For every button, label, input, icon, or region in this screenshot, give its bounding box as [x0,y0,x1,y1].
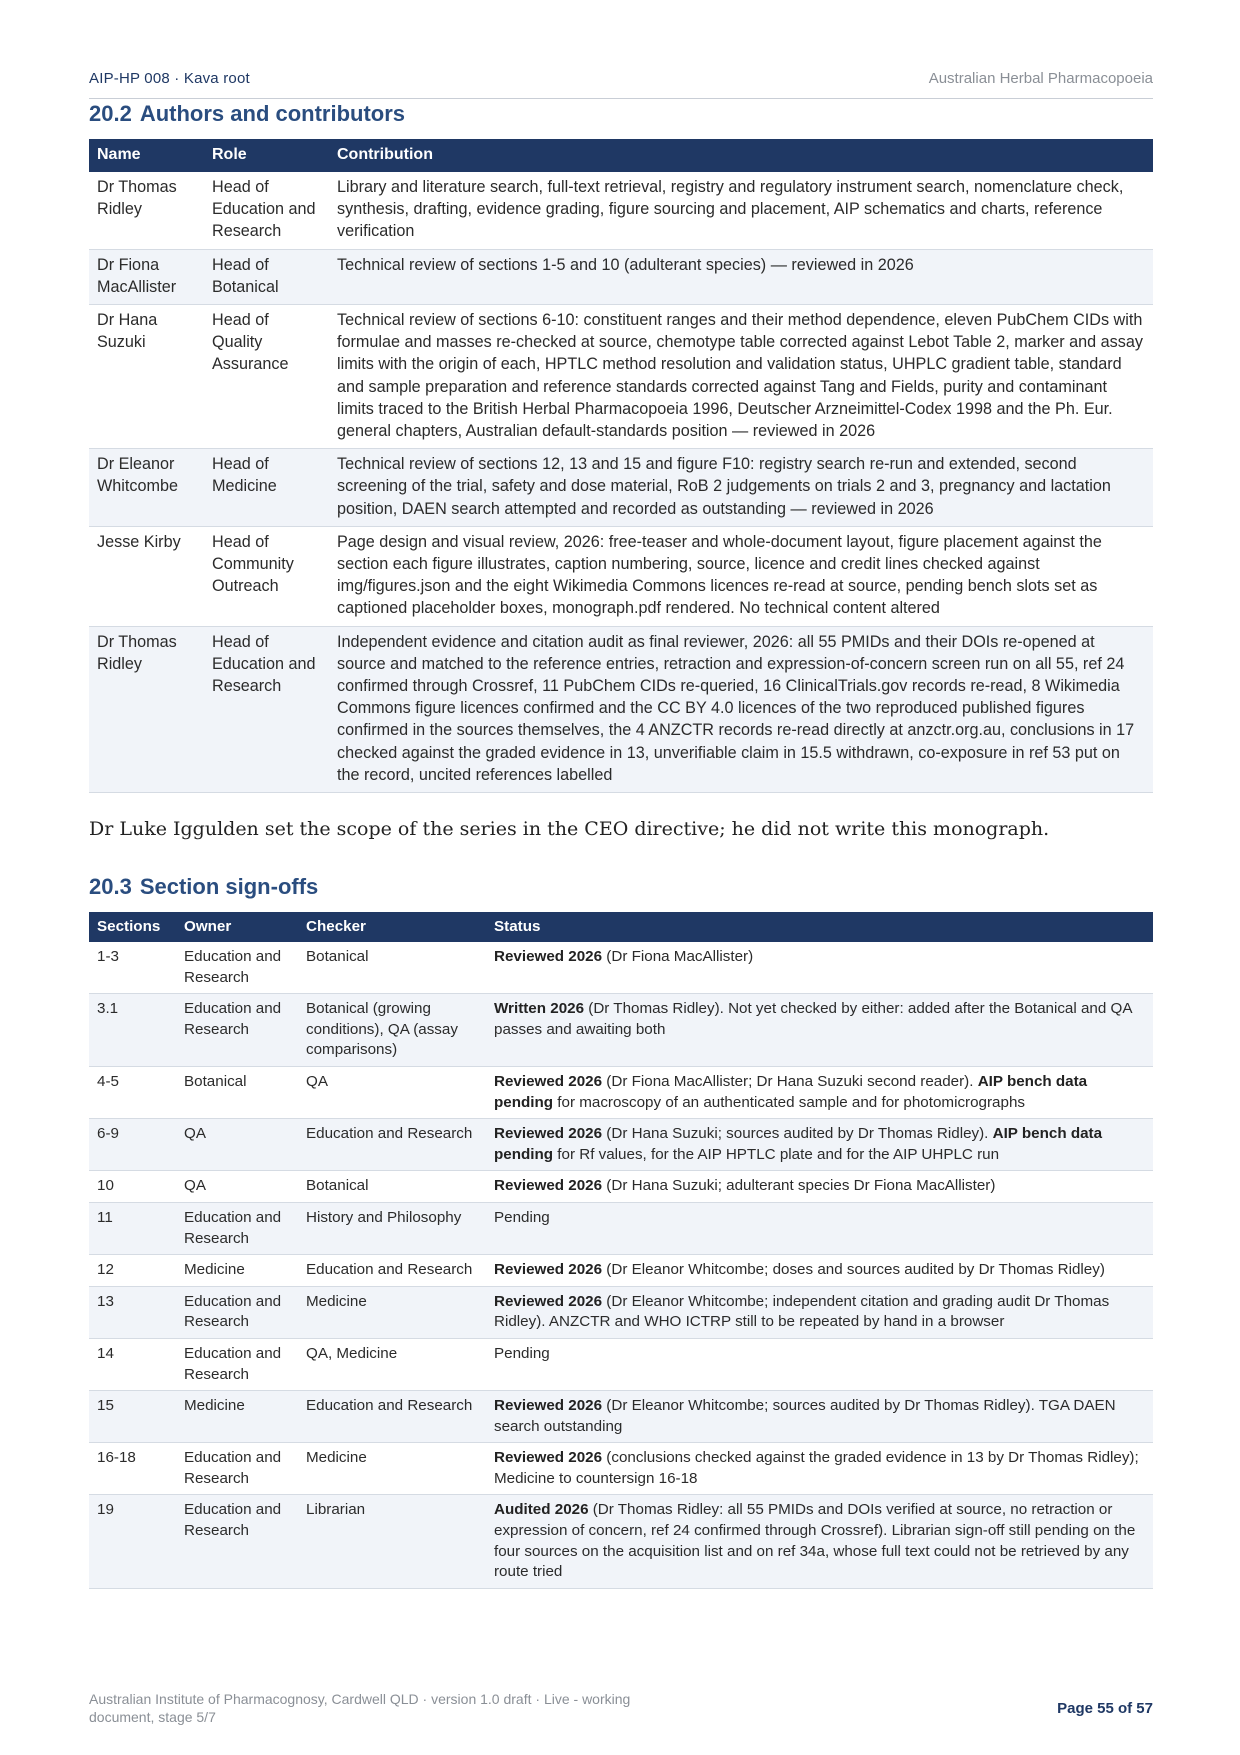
column-header-name: Name [89,139,204,172]
table-row [89,449,1153,527]
signoff-status [486,1391,1153,1443]
status-detail: (Dr Hana Suzuki; adulterant species Dr Fiona MacAllister) [602,1177,996,1195]
signoff-status [486,994,1153,1067]
signoff-sections: 13 [89,1286,176,1338]
signoff-owner: Education and Research [176,1338,298,1390]
status-detail: (Dr Eleanor Whitcombe; sources audited by Dr Thomas Ridley). TGA DAEN search outstanding [494,1397,1116,1435]
status-detail: (Dr Thomas Ridley). Not yet checked by either: added after the Botanical and QA passes and awaiting both [494,1000,1132,1038]
status-label: Reviewed 2026 [494,1177,603,1195]
author-role: Head of Botanical [204,249,329,304]
section-title: Section sign-offs [139,874,319,899]
table-row [89,1066,1153,1118]
status-detail: Pending [494,1208,550,1226]
table-row [89,1171,1153,1203]
section-number: 20.3 [89,874,132,899]
section-heading-authors [89,101,405,127]
status-label: Reviewed 2026 [494,1449,603,1467]
table-row [89,942,1153,994]
status-flag: AIP bench data pending [494,1125,1103,1163]
signoff-checker: History and Philosophy [298,1202,486,1254]
signoff-status [486,1255,1153,1287]
authors-table [89,139,1153,793]
signoff-sections: 11 [89,1202,176,1254]
signoff-sections: 12 [89,1255,176,1287]
author-name: Jesse Kirby [89,526,204,626]
status-detail: (Dr Eleanor Whitcombe; independent citation and grading audit Dr Thomas Ridley). ANZCTR and WHO ICTRP still to be repeated by hand in a browser [494,1292,1110,1331]
column-header-contribution: Contribution [329,139,1153,172]
signoff-sections: 6-9 [89,1119,176,1171]
signoff-sections: 3.1 [89,994,176,1067]
column-header-role: Role [204,139,329,172]
status-detail: (Dr Thomas Ridley: all 55 PMIDs and DOIs verified at source, no retraction or expression of concern, ref 24 confirmed through Crossref). Librarian sign-off still pending on the four sources on the acquisition list and on ref 34a, whose full text could not be retrieved by any route tried [494,1501,1136,1581]
status-label: Written 2026 [494,1000,585,1018]
signoff-owner: QA [176,1119,298,1171]
signoffs-table [89,912,1153,1589]
table-row [89,172,1153,249]
author-role: Head of Community Outreach [204,526,329,626]
status-label: Audited 2026 [494,1501,589,1519]
status-flag-detail: for Rf values, for the AIP HPTLC plate and for the AIP UHPLC run [553,1145,1000,1163]
table-row [89,994,1153,1067]
status-label: Reviewed 2026 [494,1292,603,1310]
signoff-checker: Librarian [298,1495,486,1588]
scope-note: Dr Luke Iggulden set the scope of the series in the CEO directive; he did not write this monograph. [89,818,1050,840]
column-header-owner: Owner [176,912,298,942]
table-row [89,1255,1153,1287]
page-number: Page 55 of 57 [1057,1700,1153,1717]
column-header-checker: Checker [298,912,486,942]
signoff-status [486,942,1153,994]
author-role: Head of Quality Assurance [204,305,329,449]
signoff-sections: 16-18 [89,1443,176,1495]
signoff-owner: QA [176,1171,298,1203]
signoff-sections: 15 [89,1391,176,1443]
author-name: Dr Hana Suzuki [89,305,204,449]
table-header-row [89,139,1153,172]
status-detail: (Dr Fiona MacAllister) [602,948,754,965]
signoff-owner: Education and Research [176,1202,298,1254]
status-label: Reviewed 2026 [494,1397,603,1415]
signoff-checker: Botanical (growing conditions), QA (assay comparisons) [298,994,486,1067]
table-row [89,1391,1153,1443]
signoff-sections: 4-5 [89,1066,176,1118]
signoff-status [486,1202,1153,1254]
signoff-checker: Medicine [298,1443,486,1495]
table-row [89,305,1153,449]
table-row [89,1443,1153,1495]
signoff-owner: Medicine [176,1391,298,1443]
signoff-status [486,1338,1153,1390]
author-role: Head of Education and Research [204,172,329,249]
author-contribution: Library and literature search, full-text retrieval, registry and regulatory instrument search, nomenclature check, synthesis, drafting, evidence grading, figure sourcing and placement, AIP schematics and charts, reference verification [329,172,1153,249]
signoff-checker: Education and Research [298,1255,486,1287]
author-contribution: Page design and visual review, 2026: free-teaser and whole-document layout, figure placement against the section each figure illustrates, caption numbering, source, licence and credit lines checked against img/figures.json and the eight Wikimedia Commons licences re-read at source, pending bench slots set as captioned placeholder boxes, monograph.pdf rendered. No technical content altered [329,526,1153,626]
signoff-sections: 1-3 [89,942,176,994]
status-detail: Pending [494,1344,550,1362]
status-detail: (conclusions checked against the graded evidence in 13 by Dr Thomas Ridley); Medicine to countersign 16-18 [494,1449,1139,1487]
table-row [89,249,1153,304]
status-detail: (Dr Eleanor Whitcombe; doses and sources audited by Dr Thomas Ridley) [602,1261,1105,1279]
author-name: Dr Thomas Ridley [89,626,204,792]
signoff-sections: 14 [89,1338,176,1390]
publication-title: Australian Herbal Pharmacopoeia [928,70,1153,87]
table-row [89,526,1153,626]
signoff-status [486,1066,1153,1118]
signoff-status [486,1443,1153,1495]
table-row [89,1286,1153,1338]
signoff-owner: Education and Research [176,1495,298,1588]
running-header [89,70,1153,99]
signoff-checker: Education and Research [298,1391,486,1443]
signoff-owner: Education and Research [176,1443,298,1495]
signoff-checker: Education and Research [298,1119,486,1171]
status-label: Reviewed 2026 [494,1261,603,1279]
signoff-checker: QA, Medicine [298,1338,486,1390]
status-detail: (Dr Hana Suzuki; sources audited by Dr Thomas Ridley). [602,1125,993,1143]
signoff-status [486,1495,1153,1588]
signoff-status [486,1171,1153,1203]
table-row [89,1119,1153,1171]
section-number: 20.2 [89,101,132,126]
table-row [89,1202,1153,1254]
table-row [89,1495,1153,1588]
status-label: Reviewed 2026 [494,1072,603,1090]
author-name: Dr Fiona MacAllister [89,249,204,304]
author-role: Head of Education and Research [204,626,329,792]
signoff-owner: Botanical [176,1066,298,1118]
status-label: Reviewed 2026 [494,1125,603,1143]
signoff-owner: Medicine [176,1255,298,1287]
column-header-sections: Sections [89,912,176,942]
author-contribution: Technical review of sections 1-5 and 10 (adulterant species) — reviewed in 2026 [329,249,1153,304]
author-name: Dr Thomas Ridley [89,172,204,249]
table-row [89,1338,1153,1390]
signoff-checker: Medicine [298,1286,486,1338]
signoff-checker: QA [298,1066,486,1118]
signoff-owner: Education and Research [176,1286,298,1338]
status-detail: (Dr Fiona MacAllister; Dr Hana Suzuki second reader). [602,1072,978,1090]
column-header-status: Status [486,912,1153,942]
signoff-checker: Botanical [298,942,486,994]
author-contribution: Independent evidence and citation audit as final reviewer, 2026: all 55 PMIDs and their DOIs re-opened at source and matched to the reference entries, retraction and expression-of-concern screen run on all 55, ref 24 confirmed through Crossref, 11 PubChem CIDs re-queried, 16 ClinicalTrials.gov records re-read, 8 Wikimedia Commons figure licences confirmed and the CC BY 4.0 licences of the two reproduced published figures confirmed in the sources themselves, the 4 ANZCTR records re-read directly at anzctr.org.au, conclusions in 17 checked against the graded evidence in 13, unverifiable claim in 15.5 withdrawn, co-exposure in ref 53 put on the record, uncited references labelled [329,626,1153,792]
signoff-status [486,1286,1153,1338]
signoff-status [486,1119,1153,1171]
status-flag-detail: for macroscopy of an authenticated sample and for photomicrographs [553,1093,1025,1111]
author-role: Head of Medicine [204,449,329,527]
author-name: Dr Eleanor Whitcombe [89,449,204,527]
signoff-sections: 10 [89,1171,176,1203]
author-contribution: Technical review of sections 6-10: constituent ranges and their method dependence, eleven PubChem CIDs with formulae and masses re-checked at source, chemotype table corrected against Lebot Table 2, marker and assay limits with the origin of each, HPTLC method resolution and validation status, UHPLC gradient table, standard and sample preparation and reference standards corrected against Tang and Fields, purity and contaminant limits traced to the British Herbal Pharmacopoeia 1996, Deutscher Arzneimittel-Codex 1998 and the Ph. Eur. general chapters, Australian default-standards position — reviewed in 2026 [329,305,1153,449]
section-heading-signoffs [89,874,318,900]
signoff-owner: Education and Research [176,942,298,994]
monograph-id: AIP-HP 008 · Kava root [89,70,250,87]
status-flag: AIP bench data pending [494,1072,1088,1111]
signoff-owner: Education and Research [176,994,298,1067]
author-contribution: Technical review of sections 12, 13 and 15 and figure F10: registry search re-run and extended, second screening of the trial, safety and dose material, RoB 2 judgements on trials 2 and 3, pregnancy and lactation position, DAEN search attempted and recorded as outstanding — reviewed in 2026 [329,449,1153,527]
signoff-sections: 19 [89,1495,176,1588]
table-row [89,626,1153,792]
table-header-row [89,912,1153,942]
section-title: Authors and contributors [139,101,406,126]
signoff-checker: Botanical [298,1171,486,1203]
status-label: Reviewed 2026 [494,948,603,965]
footer-institution: Australian Institute of Pharmacognosy, Cardwell QLD · version 1.0 draft · Live - working document, stage 5/7 [89,1691,631,1725]
